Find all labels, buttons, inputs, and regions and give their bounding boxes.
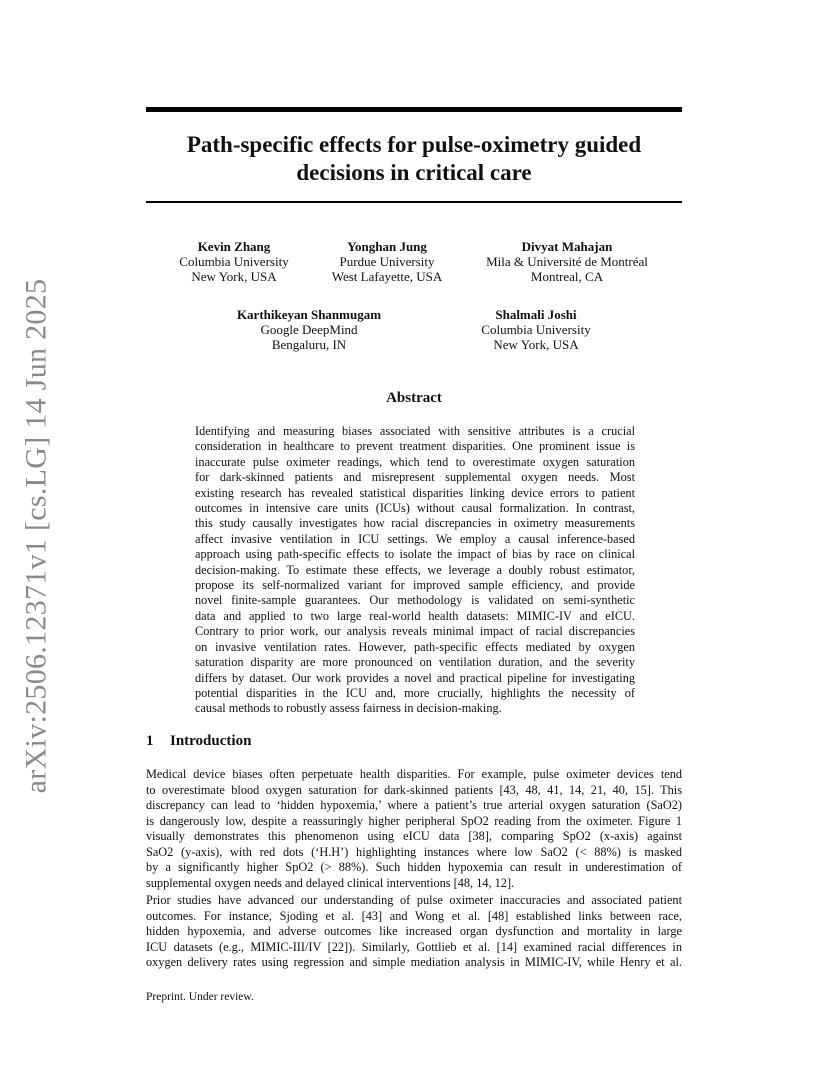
author-location: Bengaluru, IN [271,337,347,352]
title-line-1: Path-specific effects for pulse-oximetry guided [186,132,642,157]
abstract-line: affect invasive ventilation in ICU settings. We employ a causal inference-based [195,531,635,546]
abstract-line: approach using path-specific effects to isolate the impact of bias by race on clinical [195,547,635,562]
author-block-4 [214,307,404,352]
author-name: Yonghan Jung [347,239,427,254]
abstract-line: outcomes in intensive care units (ICUs) without causal formalization. In contrast, [195,501,635,516]
author-block-5 [441,307,631,352]
paragraph-line: Medical device biases often perpetuate health disparities. For example, pulse oximeter devices tend [146,767,682,781]
paragraph-line: visually demonstrates this phenomenon using eICU data [38], comparing SpO2 (x-axis) against [146,829,682,843]
title-line-2: decisions in critical care [296,160,532,185]
author-location: Montreal, CA [530,269,604,284]
preprint-footer: Preprint. Under review. [146,991,254,1003]
author-affiliation: Columbia University [481,322,591,337]
paragraph-line: is dangerously low, despite a reassuringly higher peripheral SpO2 reading from the oximeter. Figure 1 [146,813,682,828]
abstract-body [195,424,635,717]
paragraph-line: hidden hypoxemia, and adverse outcomes like increased organ dysfunction and mortality in large [146,924,682,938]
paragraph-line: discrepancy can lead to ‘hidden hypoxemia,’ where a patient’s true arterial oxygen saturation (SaO2) [146,798,682,812]
abstract-line: data and applied to two large real-world health datasets: MIMIC-IV and eICU. [195,608,635,623]
section-number: 1 [146,733,154,749]
author-affiliation: Google DeepMind [260,322,358,337]
section-heading-introduction [146,733,251,750]
paper-title [146,131,682,187]
author-block-3 [472,239,662,284]
author-affiliation: Columbia University [179,254,289,269]
abstract-heading: Abstract [386,390,442,406]
paragraph-line: to overestimate blood oxygen saturation for dark-skinned patients [43, 48, 41, 14, 21, 40, 15]. This [146,782,682,797]
abstract-line: differs by dataset. Our work provides a novel and practical pipeline for investigating [195,670,635,685]
abstract-line: Identifying and measuring biases associated with sensitive attributes is a crucial [195,424,635,438]
paragraph-line: outcomes. For instance, Sjoding et al. [43] and Wong et al. [48] established links between race, [146,908,682,923]
abstract-line: Contrary to prior work, our analysis reveals minimal impact of racial discrepancies [195,624,635,639]
author-affiliation: Purdue University [339,254,435,269]
author-location: West Lafayette, USA [331,269,443,284]
abstract-line: saturation disparity are more pronounced on ventilation duration, and the severity [195,655,635,670]
abstract-line: decision-making. To estimate these effects, we leverage a doubly robust estimator, [195,562,635,577]
intro-paragraph-2 [146,893,682,971]
abstract-line: for dark-skinned patients and misrepresent supplemental oxygen needs. Most [195,470,635,485]
arxiv-stamp [10,278,62,794]
paragraph-line: supplemental oxygen needs and delayed clinical interventions [48, 14, 12]. [146,875,515,890]
arxiv-identifier: arXiv:2506.12371v1 [cs.LG] 14 Jun 2025 [19,278,52,794]
paragraph-line: by a significantly higher SpO2 (> 88%). Such hidden hypoxemia can result in underestimation of [146,860,682,874]
abstract-line: novel finite-sample guarantees. Our methodology is validated on semi-synthetic [195,593,635,608]
title-top-rule [146,107,682,112]
abstract-line: propose its self-normalized variant for improved sample efficiency, and provide [195,578,635,593]
abstract-line: causal methods to robustly assess fairness in decision-making. [195,701,502,716]
abstract-line: existing research has revealed statistical disparities linking device errors to patient [195,485,635,500]
abstract-line: this study causally investigates how racial discrepancies in oximetry measurements [195,516,635,531]
author-name: Shalmali Joshi [495,307,577,322]
author-name: Divyat Mahajan [521,239,613,254]
section-title: Introduction [170,733,252,749]
paragraph-line: SaO2 (y-axis), with red dots (‘H.H’) highlighting instances where low SaO2 (< 88%) is masked [146,844,682,859]
paragraph-line: Prior studies have advanced our understanding of pulse oximeter inaccuracies and associated patient [146,893,682,907]
author-block-2 [292,239,482,284]
abstract-line: on invasive ventilation rates. However, path-specific effects mediated by oxygen [195,639,635,654]
author-location: New York, USA [191,269,277,284]
author-name: Karthikeyan Shanmugam [236,307,382,322]
title-bottom-rule [146,201,682,203]
paragraph-line: ICU datasets (e.g., MIMIC-III/IV [22]). Similarly, Gottlieb et al. [14] examined racial differences in [146,939,682,954]
abstract-line: consideration in healthcare to prevent treatment disparities. One prominent issue is [195,439,635,454]
paragraph-line: oxygen delivery rates using regression and simple mediation analysis in MIMIC-IV, while Henry et al. [146,955,682,969]
author-name: Kevin Zhang [197,239,271,254]
author-location: New York, USA [493,337,579,352]
abstract-line: inaccurate pulse oximeter readings, which tend to overestimate oxygen saturation [195,454,635,469]
author-affiliation: Mila & Université de Montréal [486,254,648,269]
abstract-line: potential disparities in the ICU and, more crucially, highlights the necessity of [195,685,635,700]
intro-paragraph-1 [146,767,682,891]
